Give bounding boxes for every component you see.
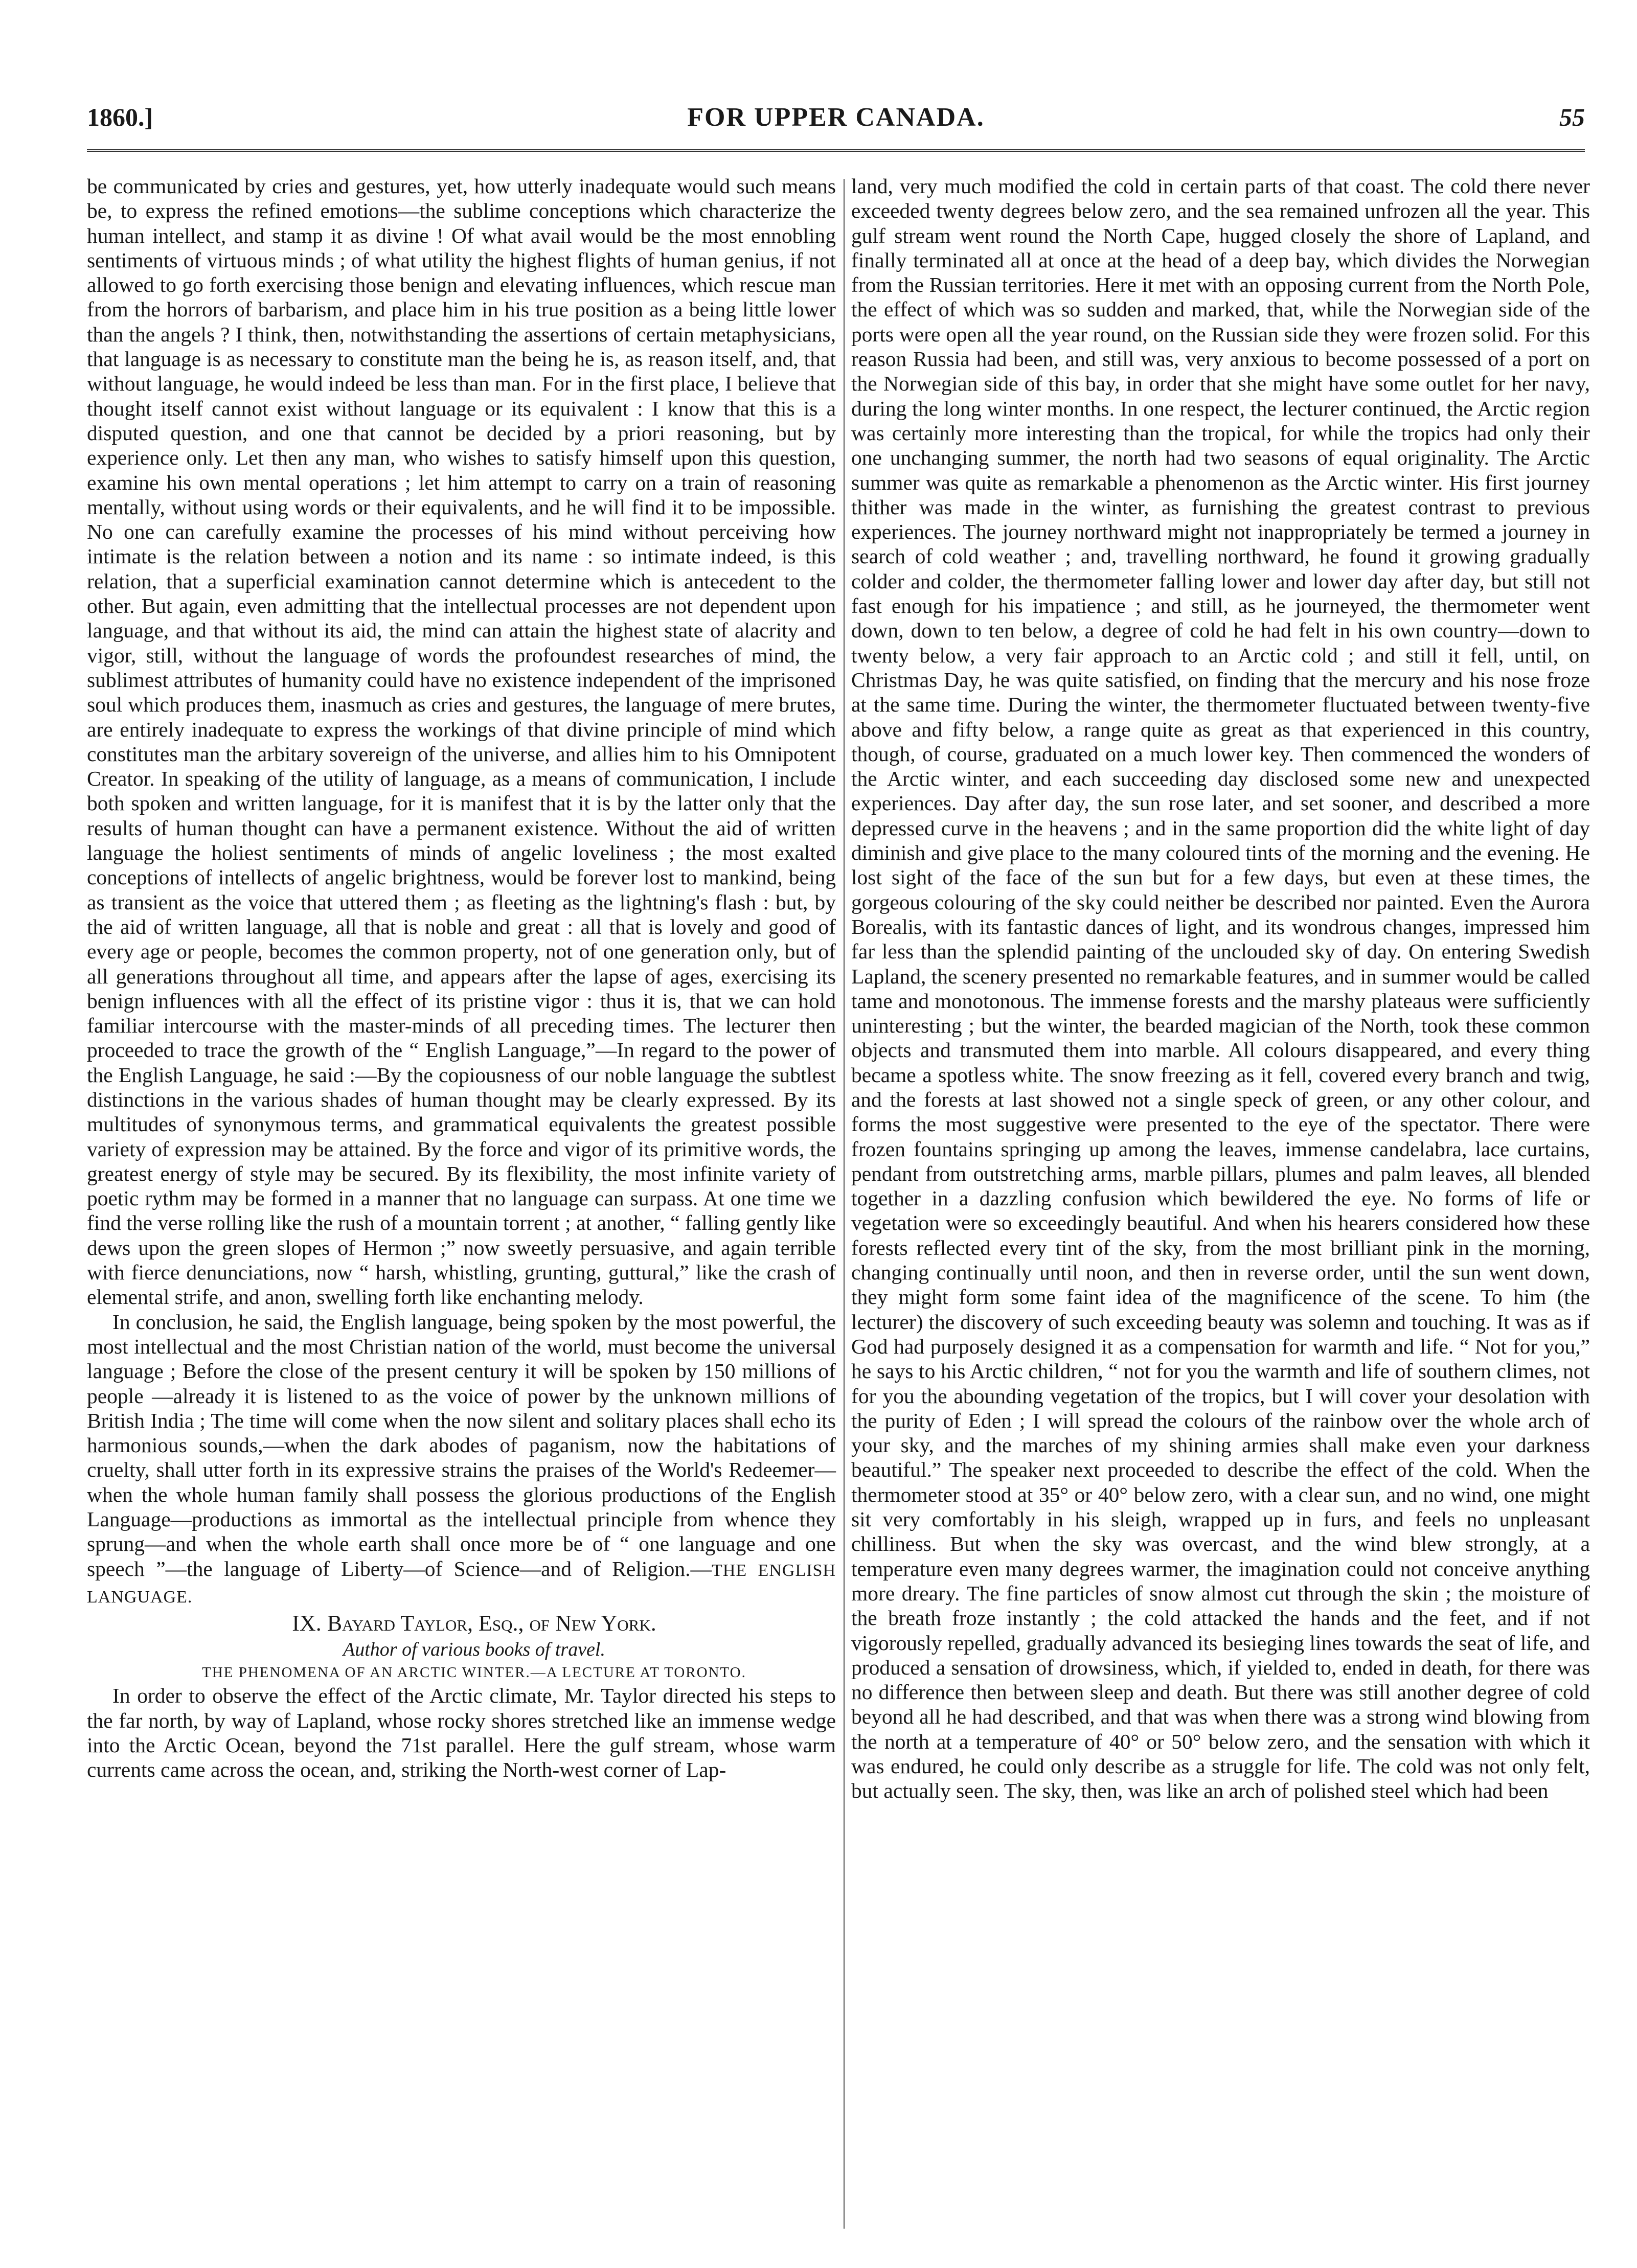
right-paragraph-1: land, very much modified the cold in certain parts of that coast. The cold there never exceeded twenty degrees below zero, and the sea remained unfrozen all the year. This gulf stream went round the North Cape, hugged closely the shore of Lapland, and finally terminated all at once at the head of a deep bay, which divides the Norwegian from the Russian territories. Here it met with an opposing current from the North Pole, the effect of which was so sudden and marked, that, while the Norwegian side of the ports were open all the year round, on the Russian side they were frozen solid. For this reason Russia had been, and still was, very anxious to become possessed of a port on the Norwegian side of this bay, in order that she might have some outlet for her navy, during the long winter months. In one respect, the lecturer continued, the Arctic region was certainly more interesting than the tropical, for while the tropics had only their one unchanging summer, the north had two seasons of equal originality. The Arctic summer was quite as remarkable a phenomenon as the Arctic winter. His first journey thither was made in the winter, as furnishing the greatest contrast to previous experiences. The journey northward might not inappropriately be termed a journey in search of cold weather ; and, travelling northward, he found it growing gradually colder and colder, the thermometer falling lower and lower day after day, but still not fast enough for his impatience ; and still, as he journeyed, the thermometer went down, down to ten below, a degree of cold he had felt in his own country—down to twenty below, a very fair approach to an Arctic cold ; and still it fell, until, on Christmas Day, he was quite satisfied, on finding that the mercury and his nose froze at the same time. During the winter, the thermometer fluctuated between twenty-five above and fifty below, a range quite as great as that experienced in this country, though, of course, graduated on a much lower key. Then commenced the wonders of the Arctic winter, and each succeeding day disclosed some new and unexpected experiences. Day after day, the sun rose later, and set sooner, and described a more depressed curve in the heavens ; and in the same proportion did the white light of day diminish and give place to the many coloured tints of the morning and the evening. He lost sight of the face of the sun but for a few days, but even at these times, the gorgeous colouring of the sky could neither be described nor painted. Even the Aurora Borealis, with its fantastic dances of light, and its wondrous changes, impressed him far less than the splendid painting of the unclouded sky of day. On entering Swedish Lapland, the scenery presented no remarkable features, and in summer would be called tame and monotonous. The immense forests and the marshy plateaus were sufficiently uninteresting ; but the winter, the bearded magician of the North, took these common objects and transmuted them into marble. All colours disappeared, and every thing became a spotless white. The snow freezing as it fell, covered every branch and twig, and the forests at last showed not a single speck of green, or any other colour, and forms the most suggestive were presented to the eye of the spectator. There were frozen fountains springing up among the leaves, immense candelabra, lace curtains, pendant from outstretching arms, marble pillars, plumes and palm leaves, all blended together in a dazzling confusion which bewildered the eye. No forms of life or vegetation were so exceedingly beautiful. And when his hearers considered how these forests reflected every tint of the sky, from the most brilliant pink in the morning, changing continually until noon, and then in reverse order, until the sun went down, they might form some faint idea of the magnificence of the scene. To him (the lecturer) the discovery of such exceeding beauty was solemn and touching. It was as if God had purposely designed it as a compensation for warmth and life. “ Not for you,” he says to his Arctic children, “ not for you the warmth and life of southern climes, not for you the abounding vegetation of the tropics, but I will cover your desolation with the purity of Eden ; I will spread the colours of the rainbow over the whole arch of your sky, and the marches of my shining armies shall make even your darkness beautiful.” The speaker next proceeded to describe the effect of the cold. When the thermometer stood at 35° or 40° below zero, with a clear sun, and no wind, one might sit very comfortably in his sleigh, wrapped up in furs, and feels no unpleasant chilliness. But when the sky was overcast, and the wind blew strongly, at a temperature even many degrees warmer, the imagination could not conceive anything more dreary. The fine particles of snow almost cut through the skin ; the moisture of the breath froze instantly ; the cold attacked the hands and the feet, and if not vigorously repelled, gradually advanced its besieging lines towards the seat of life, and produced a sensation of drowsiness, which, if yielded to, ended in death, for there was no difference then between sleep and death. But there was still another degree of cold beyond all he had described, and that was when there was a strong wind blowing from the north at a temperature of 40° or 50° below zero, and the sensation with which it was endured, he could only describe as a struggle for life. The cold was not only felt, but actually seen. The sky, then, was like an arch of polished steel which had been: [851, 174, 1590, 1803]
left-paragraph-2-text: In conclusion, he said, the English language, being spoken by the most powerful, the most intellectual and the most Christian nation of the world, must become the universal language ; Before the close of the present century it will be spoken by 150 millions of people —already it is listened to as the voice of power by the unknown millions of British India ; The time will come when the now silent and solitary places shall echo its harmonious sounds,—when the dark abodes of paganism, now the habitations of cruelty, shall utter forth in its expressive strains the praises of the World's Redeemer—when the whole human family shall possess the glorious productions of the English Language—productions as immortal as the intellectual principle from whence they sprung—and when the whole earth shall once more be of “ one language and one speech ”—the language of Liberty—of Science—and of Religion.—: [87, 1310, 836, 1580]
column-divider: [844, 179, 845, 2229]
left-paragraph-2: [87, 1310, 836, 1610]
section-subheading: Author of various books of travel.: [343, 1639, 605, 1661]
running-header: [87, 102, 1585, 148]
section-heading: IX. Bayard Taylor, Esq., of New York.: [292, 1611, 656, 1636]
quote-source: THE ENGLISH LANGUAGE.: [87, 1561, 836, 1607]
header-title: FOR UPPER CANADA.: [687, 103, 985, 132]
header-rule: [87, 149, 1585, 152]
left-paragraph-3: In order to observe the effect of the Arctic climate, Mr. Taylor directed his steps to the far north, by way of Lapland, whose rocky shores stretched like an immense wedge into the Arctic Ocean, beyond the 71st parallel. Here the gulf stream, whose warm currents came across the ocean, and, striking the North-west corner of Lap-: [87, 1684, 836, 1782]
left-column: [87, 174, 836, 1782]
right-column: [851, 174, 1590, 1803]
left-paragraph-1: be communicated by cries and gestures, yet, how utterly inadequate would such means be, to express the refined emotions—the sublime conceptions which characterize the human intellect, and stamp it as divine ! Of what avail would be the most ennobling sentiments of virtuous minds ; of what utility the highest flights of human genius, if not allowed to go forth exercising those benign and elevating influences, which rescue man from the horrors of barbarism, and place him in his true position as a being little lower than the angels ? I think, then, notwithstanding the assertions of certain metaphysicians, that language is as necessary to constitute man the being he is, as reason itself, and, that without language, he would indeed be less than man. For in the first place, I believe that thought itself cannot exist without language or its equivalent : I know that this is a disputed question, and one that cannot be decided by a priori reasoning, but by experience only. Let then any man, who wishes to satisfy himself upon this question, examine his own mental operations ; let him attempt to carry on a train of reasoning mentally, without using words or their equivalents, and he will find it to be impossible. No one can carefully examine the processes of his mind without perceiving how intimate is the relation between a notion and its name : so intimate indeed, is this relation, that a superficial examination cannot determine which is antecedent to the other. But again, even admitting that the intellectual processes are not dependent upon language, and that without its aid, the mind can attain the highest state of alacrity and vigor, still, without the language of words the profoundest researches of mind, the sublimest attributes of humanity could have no existence independent of the imprisoned soul which produces them, inasmuch as cries and gestures, the language of mere brutes, are entirely inadequate to express the workings of that divine principle of mind which constitutes man the arbitary sovereign of the universe, and allies him to his Omnipotent Creator. In speaking of the utility of language, as a means of communication, I include both spoken and written language, for it is manifest that it is by the latter only that the results of human thought can have a permanent existence. Without the aid of written language the holiest sentiments of minds of angelic loveliness ; the most exalted conceptions of intellects of angelic brightness, would be forever lost to mankind, being as transient as the voice that uttered them ; as fleeting as the lightning's flash : but, by the aid of written language, all that is noble and great : all that is lovely and good of every age or people, becomes the common property, not of one generation only, but of all generations throughout all time, and appears after the lapse of ages, exercising its benign influences with all the effect of its pristine vigor : thus it is, that we can hold familiar intercourse with the master-minds of all preceding times. The lecturer then proceeded to trace the growth of the “ English Language,”—In regard to the power of the English Language, he said :—By the copiousness of our noble language the subtlest distinctions in the various shades of human thought may be clearly expressed. By its multitudes of synonymous terms, and grammatical equivalents the greatest possible variety of expression may be attained. By the force and vigor of its primitive words, the greatest energy of style may be secured. By its flexibility, the most infinite variety of poetic rythm may be formed in a manner that no language can surpass. At one time we find the verse rolling like the rush of a mountain torrent ; at another, “ falling gently like dews upon the green slopes of Hermon ;” now sweetly persuasive, and again terrible with fierce denunciations, now “ harsh, whistling, grunting, guttural,” like the crash of elemental strife, and anon, swelling forth like enchanting melody.: [87, 174, 836, 1309]
page-number: 55: [1559, 103, 1585, 131]
header-year: 1860.]: [87, 103, 153, 131]
lecture-title: THE PHENOMENA OF AN ARCTIC WINTER.—A LECTURE AT TORONTO.: [202, 1664, 746, 1681]
